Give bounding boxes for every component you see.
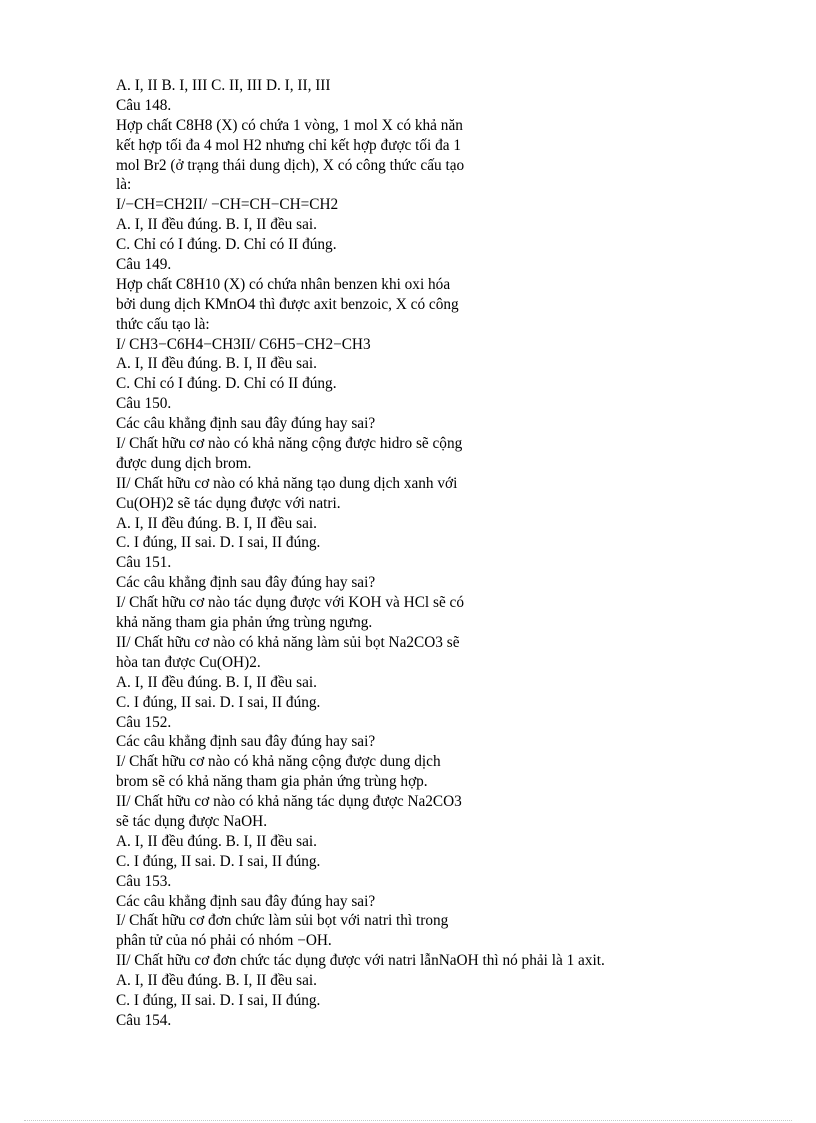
question-heading: Câu 150. [116, 395, 172, 413]
text-line: Các câu khẳng định sau đây đúng hay sai? [116, 892, 376, 910]
answer-options: A. I, II đều đúng. B. I, II đều sai. [116, 972, 317, 990]
question-heading: Câu 148. [116, 96, 172, 114]
text-line: II/ Chất hữu cơ nào có khả năng làm sủi bọt Na2CO3 sẽ [116, 633, 460, 651]
text-line: bởi dung dịch KMnO4 thì được axit benzoic, X có công [116, 295, 459, 313]
text-line: Hợp chất C8H8 (X) có chứa 1 vòng, 1 mol X có khả năn [116, 116, 463, 134]
text-line: mol Br2 (ở trạng thái dung dịch), X có công thức cấu tạo [116, 156, 465, 174]
answer-options: C. I đúng, II sai. D. I sai, II đúng. [116, 534, 321, 552]
text-line: brom sẽ có khả năng tham gia phản ứng trùng hợp. [116, 773, 428, 791]
text-line: Các câu khẳng định sau đây đúng hay sai? [116, 733, 376, 751]
answer-options: A. I, II đều đúng. B. I, II đều sai. [116, 216, 317, 234]
answer-options: A. I, II đều đúng. B. I, II đều sai. [116, 355, 317, 373]
answer-options: C. I đúng, II sai. D. I sai, II đúng. [116, 991, 321, 1009]
text-line: II/ Chất hữu cơ nào có khả năng tác dụng được Na2CO3 [116, 793, 462, 811]
answer-options: A. I, II đều đúng. B. I, II đều sai. [116, 514, 317, 532]
text-line: thức cấu tạo là: [116, 315, 210, 333]
question-heading: Câu 149. [116, 256, 172, 274]
text-line: I/ Chất hữu cơ nào có khả năng cộng được hidro sẽ cộng [116, 435, 463, 453]
question-heading: Câu 152. [116, 713, 172, 731]
answer-options: A. I, II đều đúng. B. I, II đều sai. [116, 832, 317, 850]
text-line: được dung dịch brom. [116, 454, 252, 472]
answer-options: C. I đúng, II sai. D. I sai, II đúng. [116, 693, 321, 711]
text-line: phân tử của nó phải có nhóm −OH. [116, 932, 332, 950]
page-bottom-divider [24, 1120, 792, 1121]
answer-options: C. Chỉ có I đúng. D. Chỉ có II đúng. [116, 236, 337, 254]
text-line: hòa tan được Cu(OH)2. [116, 653, 261, 671]
answer-options: C. I đúng, II sai. D. I sai, II đúng. [116, 852, 321, 870]
answer-options: C. Chỉ có I đúng. D. Chỉ có II đúng. [116, 375, 337, 393]
text-line: sẽ tác dụng được NaOH. [116, 812, 268, 830]
text-line: II/ Chất hữu cơ nào có khả năng tạo dung dịch xanh với [116, 474, 458, 492]
text-line: I/−CH=CH2II/ −CH=CH−CH=CH2 [116, 196, 339, 214]
text-line: A. I, II B. I, III C. II, III D. I, II, III [116, 77, 331, 94]
text-line: I/ Chất hữu cơ đơn chức làm sủi bọt với natri thì trong [116, 912, 449, 930]
text-line: Các câu khẳng định sau đây đúng hay sai? [116, 574, 376, 592]
text-line: I/ CH3−C6H4−CH3II/ C6H5−CH2−CH3 [116, 335, 371, 353]
text-line: Các câu khẳng định sau đây đúng hay sai? [116, 415, 376, 433]
answer-options: A. I, II đều đúng. B. I, II đều sai. [116, 673, 317, 691]
question-heading: Câu 151. [116, 554, 172, 572]
text-line: Hợp chất C8H10 (X) có chứa nhân benzen khi oxi hóa [116, 275, 451, 293]
question-heading: Câu 154. [116, 1011, 172, 1029]
text-line: là: [116, 176, 132, 194]
text-line: Cu(OH)2 sẽ tác dụng được với natri. [116, 494, 341, 512]
document-body [116, 76, 756, 1031]
text-line: I/ Chất hữu cơ nào tác dụng được với KOH và HCl sẽ có [116, 594, 464, 612]
text-line: I/ Chất hữu cơ nào có khả năng cộng được dung dịch [116, 753, 441, 771]
text-line: kết hợp tối đa 4 mol H2 nhưng chỉ kết hợp được tối đa 1 [116, 136, 462, 154]
text-line: khả năng tham gia phản ứng trùng ngưng. [116, 614, 373, 632]
question-heading: Câu 153. [116, 872, 172, 890]
text-line: II/ Chất hữu cơ đơn chức tác dụng được với natri lẫnNaOH thì nó phải là 1 axit. [116, 952, 605, 970]
